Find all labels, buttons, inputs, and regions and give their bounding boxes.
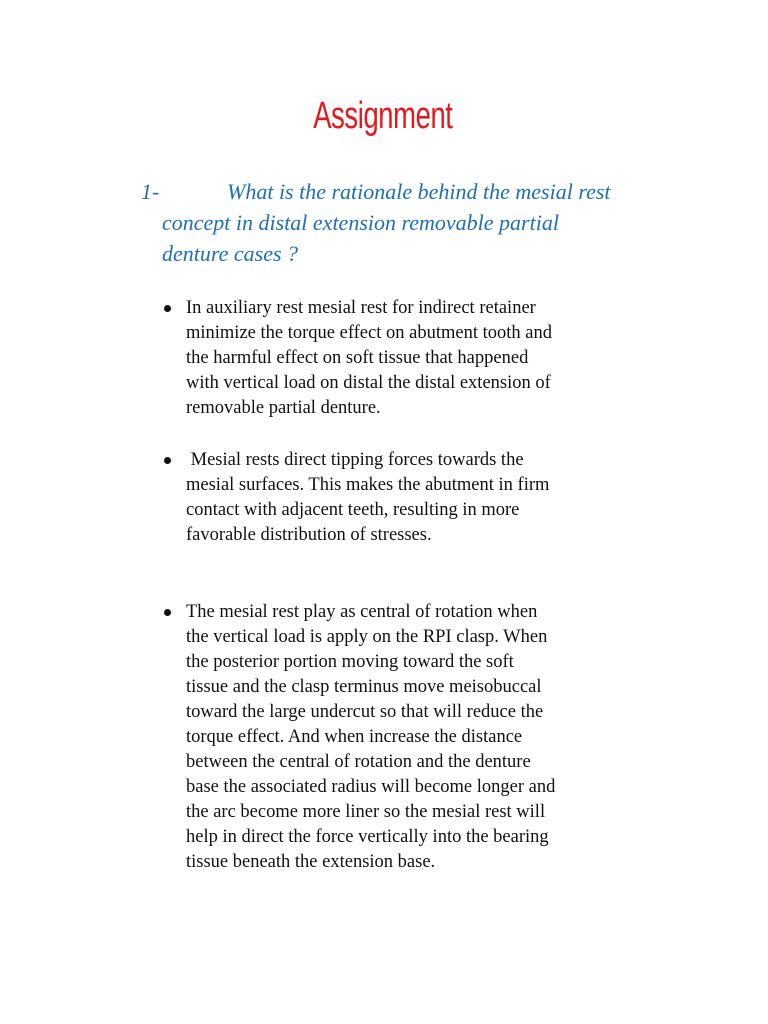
question-text: denture cases ? bbox=[162, 241, 299, 266]
answer-line: mesial surfaces. This makes the abutment in firm bbox=[186, 475, 550, 495]
answer-item bbox=[160, 448, 549, 548]
bullet-icon bbox=[164, 457, 171, 464]
answer-item bbox=[160, 600, 555, 875]
bullet-icon bbox=[164, 305, 171, 312]
page-title: Assignment bbox=[313, 95, 453, 137]
answer-line: tissue beneath the extension base. bbox=[186, 852, 436, 872]
answer-line: the vertical load is apply on the RPI clasp. When bbox=[186, 627, 548, 647]
question-number: 1- bbox=[141, 179, 160, 204]
answer-line: base the associated radius will become longer and bbox=[186, 777, 556, 797]
answer-line: removable partial denture. bbox=[186, 398, 381, 418]
question-line bbox=[141, 176, 661, 207]
answer-line: The mesial rest play as central of rotation when bbox=[186, 602, 538, 622]
answer-item bbox=[160, 296, 552, 421]
answer-line: contact with adjacent teeth, resulting in more bbox=[186, 500, 520, 520]
answer-line: toward the large undercut so that will reduce the bbox=[186, 702, 544, 722]
answer-line: help in direct the force vertically into the bearing bbox=[186, 827, 549, 847]
answer-line: tissue and the clasp terminus move meisobuccal bbox=[186, 677, 542, 697]
answer-line: with vertical load on distal the distal extension of bbox=[186, 373, 551, 393]
answer-line: the harmful effect on soft tissue that happened bbox=[186, 348, 529, 368]
question-1 bbox=[141, 176, 661, 269]
bullet-icon bbox=[164, 609, 171, 616]
answer-line: between the central of rotation and the denture bbox=[186, 752, 531, 772]
question-text: What is the rationale behind the mesial rest bbox=[227, 179, 611, 204]
answer-line: Mesial rests direct tipping forces towards the bbox=[186, 450, 524, 470]
answer-line: favorable distribution of stresses. bbox=[186, 525, 432, 545]
answer-line: minimize the torque effect on abutment tooth and bbox=[186, 323, 552, 343]
answer-line: torque effect. And when increase the distance bbox=[186, 727, 523, 747]
answer-line: the posterior portion moving toward the soft bbox=[186, 652, 514, 672]
question-text: concept in distal extension removable partial bbox=[162, 210, 559, 235]
answer-line: In auxiliary rest mesial rest for indirect retainer bbox=[186, 298, 536, 318]
answer-line: the arc become more liner so the mesial rest will bbox=[186, 802, 546, 822]
